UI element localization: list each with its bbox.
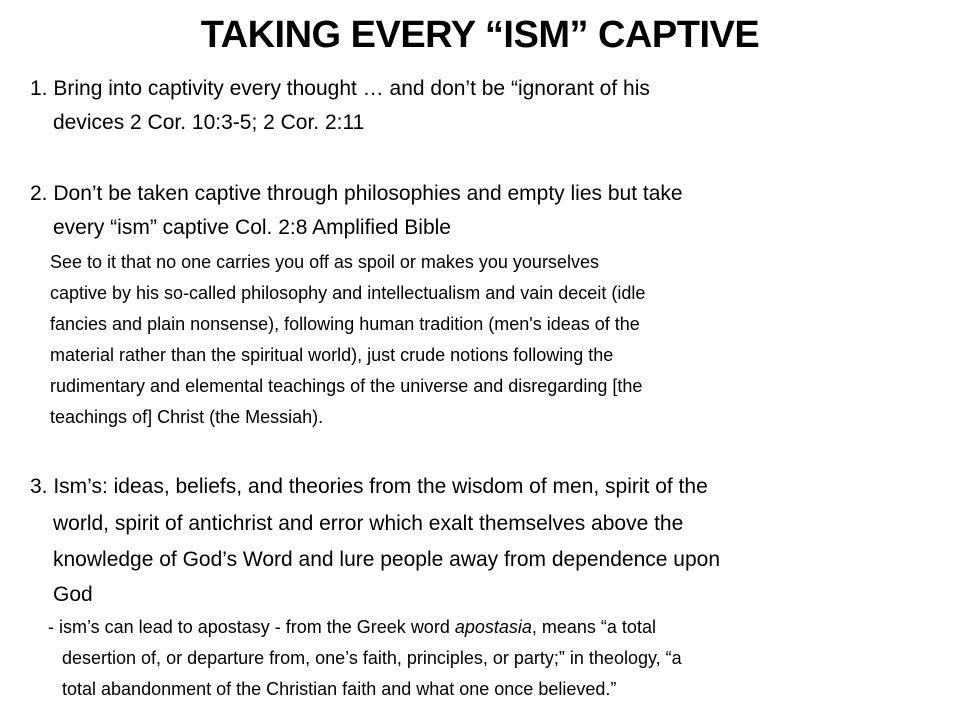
subnote-greek-word: apostasia	[454, 617, 532, 637]
quote-line: teachings of] Christ (the Messiah).	[50, 407, 324, 427]
point-3-line: world, spirit of antichrist and error which exalt themselves above the	[53, 512, 684, 535]
subnote-line-3: total abandonment of the Christian faith and what one once believed.”	[62, 679, 617, 699]
point-3-line: 3. Ism’s: ideas, beliefs, and theories from the wisdom of men, spirit of the	[30, 475, 708, 498]
point-3-line: God	[53, 583, 93, 606]
quote-line: rudimentary and elemental teachings of the universe and disregarding [the	[50, 376, 643, 396]
subnote-line-1	[48, 612, 656, 643]
point-2-line-1: 2. Don’t be taken captive through philosophies and empty lies but take	[30, 182, 683, 205]
subnote-text: , means “a total	[531, 617, 656, 637]
slide-title: TAKING EVERY “ISM” CAPTIVE	[200, 14, 760, 56]
point-1-line-1: 1. Bring into captivity every thought … and don’t be “ignorant of his	[30, 77, 650, 100]
quote-line: captive by his so-called philosophy and intellectualism and vain deceit (idle	[50, 283, 646, 303]
quote-line: fancies and plain nonsense), following human tradition (men's ideas of the	[50, 314, 640, 334]
point-1-line-2: devices 2 Cor. 10:3-5; 2 Cor. 2:11	[53, 111, 365, 134]
subnote-line-2: desertion of, or departure from, one’s faith, principles, or party;” in theology, “a	[62, 648, 682, 668]
quote-line: material rather than the spiritual world), just crude notions following the	[50, 345, 614, 365]
point-2-line-2: every “ism” captive Col. 2:8 Amplified Bible	[53, 216, 451, 239]
subnote-text: - ism’s can lead to apostasy - from the Greek word	[48, 617, 455, 637]
point-3-line: knowledge of God’s Word and lure people away from dependence upon	[53, 548, 721, 571]
quote-line: See to it that no one carries you off as spoil or makes you yourselves	[50, 252, 599, 272]
